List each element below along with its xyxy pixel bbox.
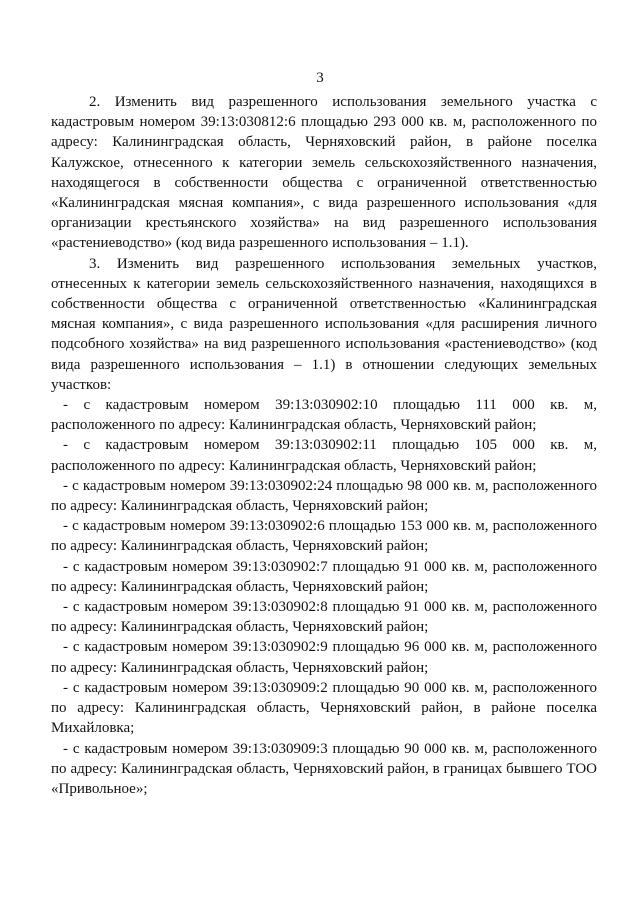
list-item: - с кадастровым номером 39:13:030909:3 площадью 90 000 кв. м, расположенного по адресу: Калининградская область, Черняховский район, в границах бывшего ТОО «Привольное»;	[51, 740, 597, 797]
list-item: - с кадастровым номером 39:13:030902:6 площадью 153 000 кв. м, расположенного по адресу: Калининградская область, Черняховский район;	[51, 518, 597, 555]
list-item: - с кадастровым номером 39:13:030902:11 площадью 105 000 кв. м, расположенного по адресу: Калининградская область, Черняховский район;	[51, 437, 597, 474]
page-number: 3	[316, 70, 324, 86]
list-item: - с кадастровым номером 39:13:030902:10 площадью 111 000 кв. м, расположенного по адресу: Калининградская область, Черняховский район;	[51, 397, 597, 434]
list-item: - с кадастровым номером 39:13:030902:7 площадью 91 000 кв. м, расположенного по адресу: Калининградская область, Черняховский район;	[51, 558, 597, 595]
list-item: - с кадастровым номером 39:13:030902:24 площадью 98 000 кв. м, расположенного по адресу: Калининградская область, Черняховский район;	[51, 477, 597, 515]
list-item: - с кадастровым номером 39:13:030909:2 площадью 90 000 кв. м, расположенного по адресу: Калининградская область, Черняховский район, в районе поселка Михайловка;	[51, 679, 597, 737]
list-item: - с кадастровым номером 39:13:030902:8 площадью 91 000 кв. м, расположенного по адресу: Калининградская область, Черняховский район;	[51, 599, 597, 636]
paragraph-2: 2. Изменить вид разрешенного использования земельного участка с кадастровым номером 39:13:030812:6 площадью 293 000 кв. м, расположенного по адресу: Калининградская область, Черняховский район, в районе поселка Калужское, отнесенного к категории земель сельскохозяйственного назначения, находящегося в собственности общества с ограниченной ответственностью «Калининградская мясная компания», с вида разрешенного использования «для организации крестьянского хозяйства» на вид разрешенного использования «растениеводство» (код вида разрешенного использования – 1.1).	[51, 94, 597, 252]
document-body	[51, 92, 597, 799]
paragraph-3: 3. Изменить вид разрешенного использования земельных участков, отнесенных к категории земель сельскохозяйственного назначения, находящихся в собственности общества с ограниченной ответственностью «Калининградская мясная компания», с вида разрешенного использования «для расширения личного подсобного хозяйства» на вид разрешенного использования «растениеводство» (код вида разрешенного использования – 1.1) в отношении следующих земельных участков:	[51, 255, 597, 393]
list-item: - с кадастровым номером 39:13:030902:9 площадью 96 000 кв. м, расположенного по адресу: Калининградская область, Черняховский район;	[51, 639, 597, 676]
